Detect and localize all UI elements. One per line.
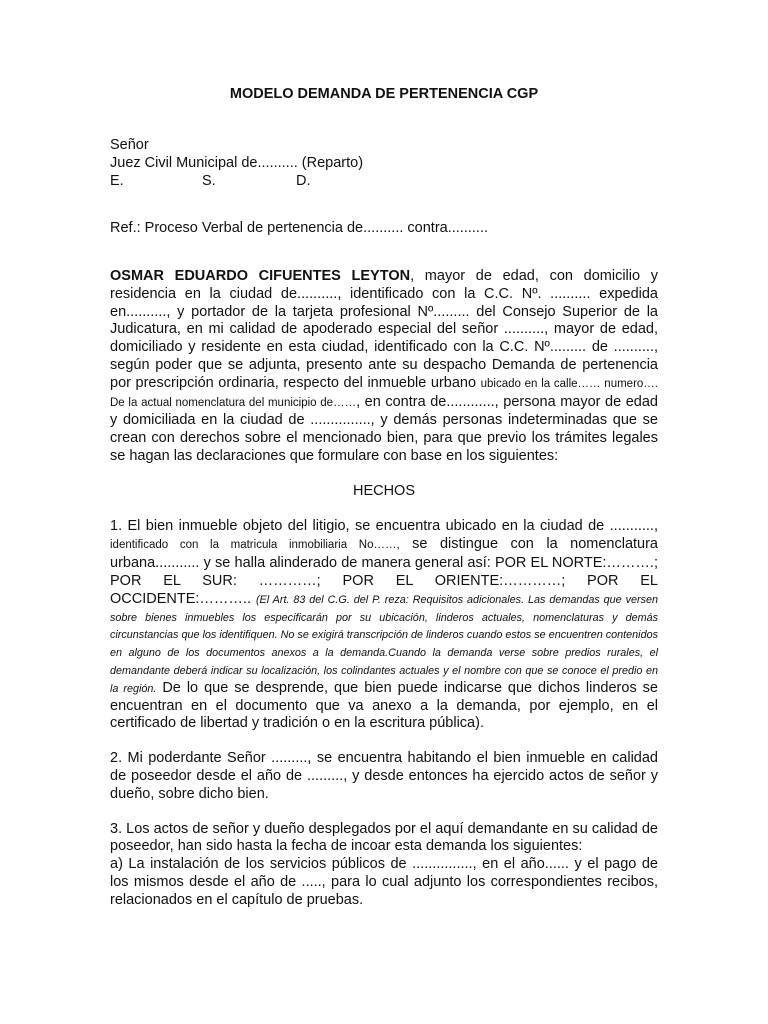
intro-text-2: , en contra de............, persona mayor de edad y domiciliada en la ciudad de ..............., y demás personas indeterminadas que se crean con derechos sobre el mencionado bien, para que previo los trámites legales se hagan las declaraciones que formulare con base en los siguientes: (110, 393, 658, 464)
fact-3-item-a: a) La instalación de los servicios públicos de ..............., en el año...... y el pago de los mismos desde el año de ....., para lo cual adjunto los correspondientes recibos, relacionados en el capítulo de pruebas. (110, 856, 658, 908)
fact-2-paragraph: 2. Mi poderdante Señor ........., se encuentra habitando el bien inmueble en calidad de poseedor desde el año de ........., y desde entonces ha ejercido actos de señor y dueño, sobre dicho bien. (110, 750, 658, 802)
addressee-judge: Juez Civil Municipal de.......... (Reparto) (110, 155, 364, 171)
intro-property-location: ubicado en la calle…… numero…. De la actual nomenclatura del municipio de…… (110, 377, 658, 409)
fact-1-text-2: se distingue con la nomenclatura urbana........... y se halla alinderado de manera general así: POR EL NORTE:……….; POR EL SUR: …………; POR EL ORIENTE:…………; POR EL OCCIDENTE:……….. (110, 536, 658, 607)
addressee-e: E. (110, 173, 124, 189)
document-title: MODELO DEMANDA DE PERTENENCIA CGP (229, 86, 539, 102)
hechos-heading: HECHOS (352, 482, 416, 499)
intro-paragraph (110, 268, 658, 466)
fact-1-legal-note: (El Art. 83 del C.G. del P. reza: Requisitos adicionales. Las demandas que versen sobre bienes inmuebles los especificarán por su ubicación, linderos actuales, nomenclaturas y demás circunstancias que los identifiquen. No se exigirá transcripción de linderos cuando estos se encuentren contenidos en alguno de los documentos anexos a la demanda. (110, 593, 658, 660)
fact-1-text-3: De lo que se desprende, que bien puede indicarse que dichos linderos se encuentran en el documento que va anexo a la demanda, por ejemplo, en el certificado de libertad y tradición o en la escritura pública). (110, 679, 658, 732)
attorney-name: OSMAR EDUARDO CIFUENTES LEYTON (110, 268, 411, 284)
fact-1-registration: identificado con la matricula inmobiliaria No……, (110, 539, 400, 552)
intro-text-1: , mayor de edad, con domicilio y residencia en la ciudad de.........., identificado con la C.C. Nº. .......... expedida en.........., y portador de la tarjeta profesional Nº......... del Consejo Superior de la Judicatura, en mi calidad de apoderado especial del señor .........., mayor de edad, domiciliado y residente en esta ciudad, identificado con la C.C. Nº......... de .........., según poder que se adjunta, presento ante su despacho Demanda de pertenencia por prescripción ordinaria, respecto del inmueble urbano (110, 268, 658, 391)
fact-1-legal-note-rural: Cuando la demanda verse sobre predios rurales, el demandante deberá indicar su localización, los colindantes actuales y el nombre con que se conoce el predio en la región. (110, 647, 658, 695)
fact-1-text-1: 1. El bien inmueble objeto del litigio, se encuentra ubicado en la ciudad de ..........., (110, 517, 658, 534)
addressee-d: D. (296, 173, 311, 189)
fact-3-paragraph: 3. Los actos de señor y dueño desplegados por el aquí demandante en su calidad de poseedor, han sido hasta la fecha de incoar esta demanda los siguientes: (110, 820, 658, 855)
addressee-esd (110, 172, 363, 190)
addressee-block (110, 136, 363, 190)
addressee-salutation: Señor (110, 137, 149, 153)
fact-1-paragraph (110, 518, 658, 734)
reference-line: Ref.: Proceso Verbal de pertenencia de.......... contra.......... (110, 220, 489, 236)
document-body (110, 268, 658, 927)
addressee-s: S. (202, 173, 216, 189)
